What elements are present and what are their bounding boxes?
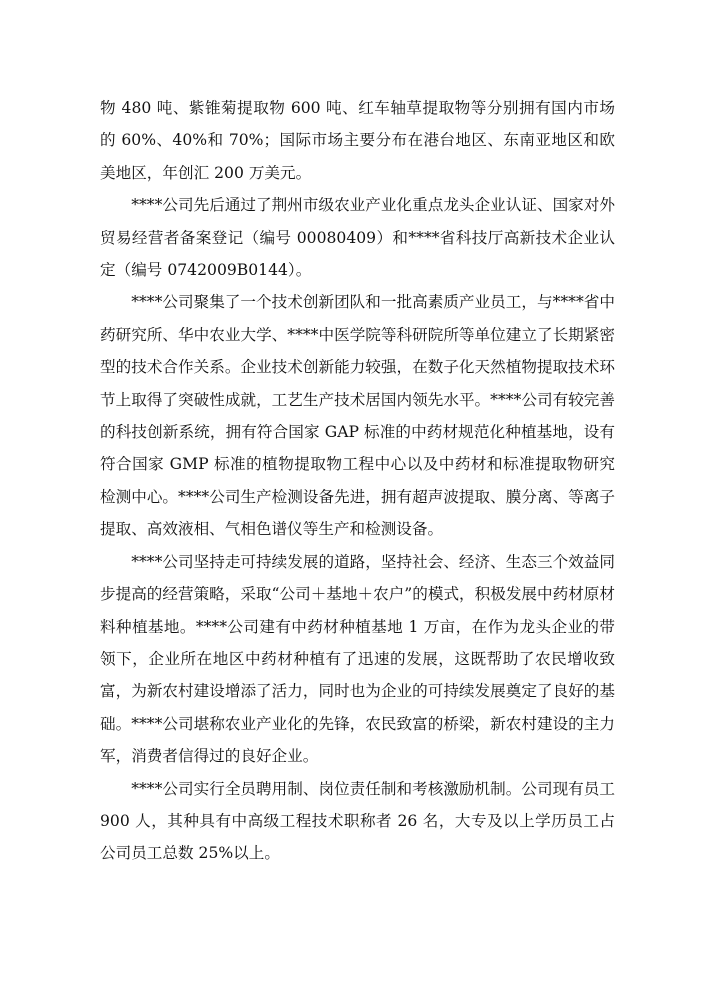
document-body [100,92,615,870]
paragraph-technology: ****公司聚集了一个技术创新团队和一批高素质产业员工，与****省中药研究所、华中农业大学、****中医学院等科研院所等单位建立了长期紧密型的技术合作关系。企业技术创新能力较强，在数子化天然植物提取技术环节上取得了突破性成就，工艺生产技术居国内领先水平。****公司有较完善的科技创新系统，拥有符合国家 GAP 标准的中药材规范化种植基地，设有符合国家 GMP 标准的植物提取物工程中心以及中药材和标准提取物研究检测中心。****公司生产检测设备先进，拥有超声波提取、膜分离、等离子提取、高效液相、气相色谱仪等生产和检测设备。 [100,293,615,539]
paragraph-continuation: 物 480 吨、紫锥菊提取物 600 吨、红车轴草提取物等分别拥有国内市场的 60%、40%和 70%；国际市场主要分布在港台地区、东南亚地区和欧美地区，年创汇 200 万美元。 [100,99,615,182]
paragraph-certifications: ****公司先后通过了荆州市级农业产业化重点龙头企业认证、国家对外贸易经营者备案登记（编号 00080409）和****省科技厅高新技术企业认定（编号 0742009B0144）。 [100,196,615,280]
paragraph-staffing: ****公司实行全员聘用制、岗位责任制和考核激励机制。公司现有员工 900 人，其种具有中高级工程技术职称者 26 名，大专及以上学历员工占公司员工总数 25%以上。 [100,779,615,863]
paragraph-sustainability: ****公司坚持走可持续发展的道路，坚持社会、经济、生态三个效益同步提高的经营策略，采取“公司＋基地＋农户”的模式，积极发展中药材原材料种植基地。****公司建有中药材种植基地 1 万亩，在作为龙头企业的带领下，企业所在地区中药材种植有了迅速的发展，这既帮助了农民增收致富，为新农村建设增添了活力，同时也为企业的可持续发展奠定了良好的基础。****公司堪称农业产业化的先锋，农民致富的桥梁，新农村建设的主力军，消费者信得过的良好企业。 [100,552,615,766]
